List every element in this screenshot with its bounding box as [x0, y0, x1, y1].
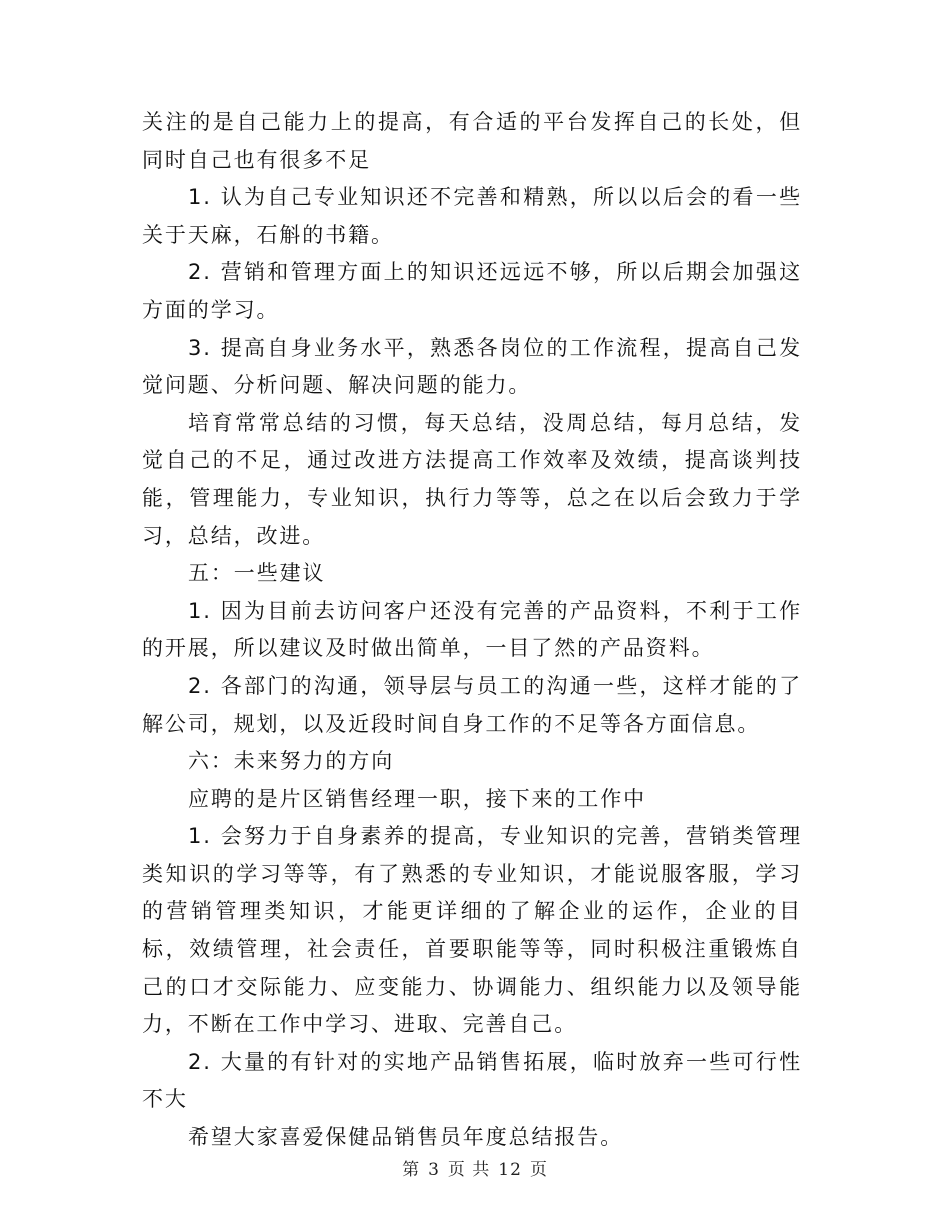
section-heading: 五：一些建议 [188, 561, 326, 586]
footer-page-number: 3 [428, 1160, 440, 1180]
paragraph: 2. 各部门的沟通，领导层与员工的沟通一些，这样才能的了解公司，规划，以及近段时间自身工作的不足等各方面信息。 [142, 673, 802, 736]
paragraph: 2. 大量的有针对的实地产品销售拓展，临时放弃一些可行性不大 [142, 1049, 802, 1112]
page-footer [0, 1155, 950, 1180]
paragraph: 应聘的是片区销售经理一职，接下来的工作中 [188, 786, 646, 811]
paragraph: 关注的是自己能力上的提高，有合适的平台发挥自己的长处，但同时自己也有很多不足 [142, 110, 802, 172]
paragraph: 希望大家喜爱保健品销售员年度总结报告。 [188, 1125, 624, 1150]
footer-suffix: 页 [529, 1160, 548, 1180]
section-heading: 六：未来努力的方向 [188, 749, 395, 774]
footer-total-pages: 12 [498, 1160, 522, 1180]
paragraph: 3. 提高自身业务水平，熟悉各岗位的工作流程，提高自己发觉问题、分析问题、解决问题的能力。 [142, 335, 802, 398]
footer-prefix: 第 [402, 1160, 421, 1180]
paragraph: 1. 因为目前去访问客户还没有完善的产品资料，不利于工作的开展，所以建议及时做出简单，一目了然的产品资料。 [142, 598, 802, 661]
paragraph: 1. 认为自己专业知识还不完善和精熟，所以以后会的看一些关于天麻，石斛的书籍。 [142, 185, 802, 247]
paragraph: 培育常常总结的习惯，每天总结，没周总结，每月总结，发觉自己的不足，通过改进方法提高工作效率及效绩，提高谈判技能，管理能力，专业知识，执行力等等，总之在以后会致力于学习，总结，改进。 [142, 410, 802, 548]
paragraph: 1. 会努力于自身素养的提高，专业知识的完善，营销类管理类知识的学习等等，有了熟悉的专业知识，才能说服客服，学习的营销管理类知识，才能更详细的了解企业的运作，企业的目标，效绩管理，社会责任，首要职能等等，同时积极注重锻炼自己的口才交际能力、应变能力、协调能力、组织能力以及领导能力，不断在工作中学习、进取、完善自己。 [142, 824, 802, 1037]
footer-middle: 页 共 [447, 1160, 491, 1180]
paragraph: 2. 营销和管理方面上的知识还远远不够，所以后期会加强这方面的学习。 [142, 260, 802, 322]
document-body [142, 104, 802, 1157]
